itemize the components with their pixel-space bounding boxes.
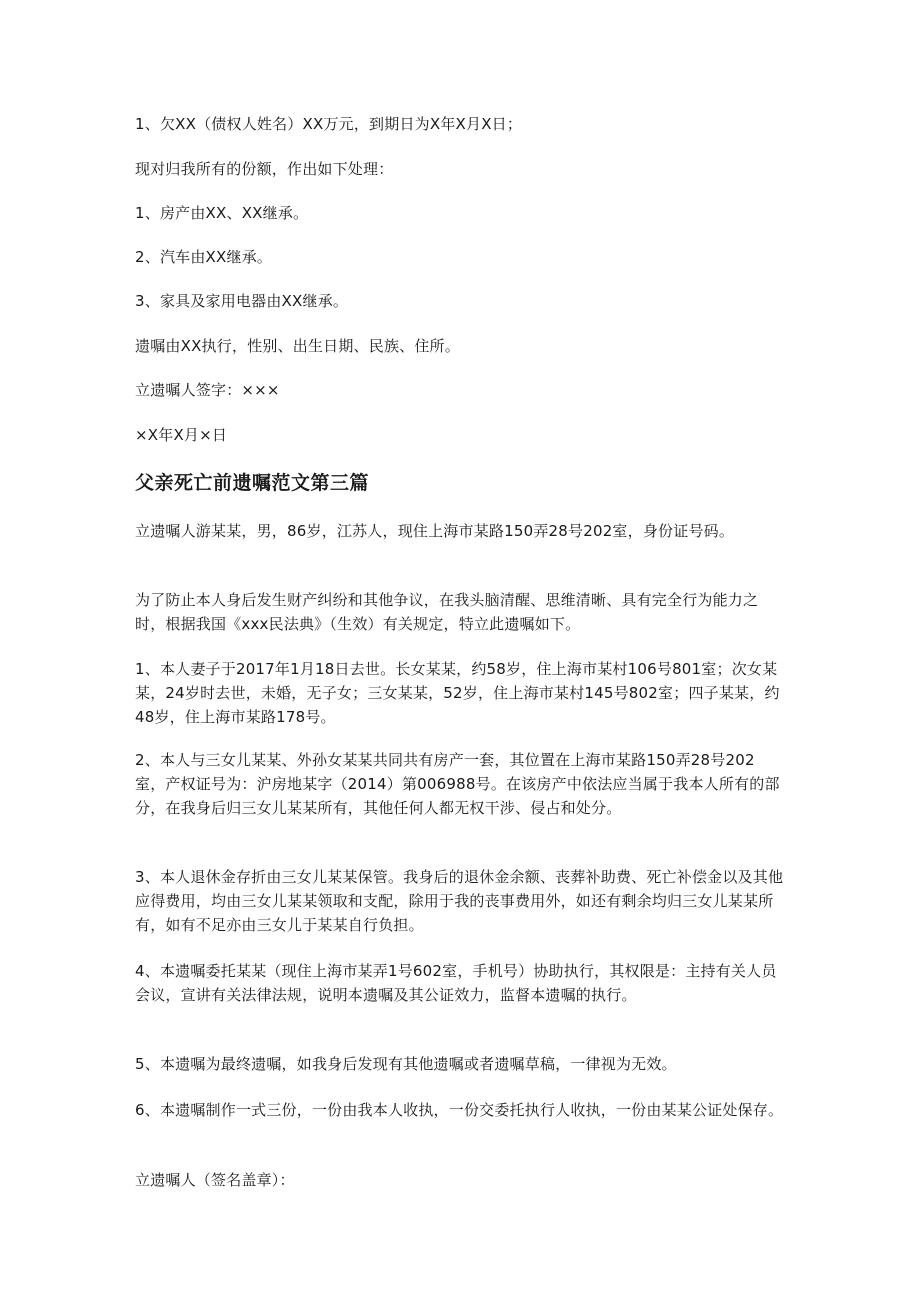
paragraph-signature-seal: 立遗嘱人（签名盖章）： xyxy=(135,1171,295,1189)
paragraph-item-5: 5、本遗嘱为最终遗嘱，如我身后发现有其他遗嘱或者遗嘱草稿，一律视为无效。 xyxy=(135,1055,677,1073)
paragraph-signature: 立遗嘱人签字：××× xyxy=(135,381,280,399)
section-heading: 父亲死亡前遗嘱范文第三篇 xyxy=(135,472,370,494)
paragraph-item-1: 1、本人妻子于2017年1月18日去世。长女某某，约58岁，住上海市某村106号801室；次女某某，24岁时去世，未婚，无子女；三女某某，52岁，住上海市某村145号802室；四子某某，约48岁，住上海市某路178号。 xyxy=(135,660,780,726)
paragraph-item-4: 4、本遗嘱委托某某（现住上海市某弄1号602室，手机号）协助执行，其权限是：主持有关人员会议，宣讲有关法律法规，说明本遗嘱及其公证效力，监督本遗嘱的执行。 xyxy=(135,962,777,1004)
paragraph-executor: 遗嘱由XX执行，性别、出生日期、民族、住所。 xyxy=(135,337,460,355)
paragraph-item-2: 2、本人与三女儿某某、外孙女某某共同共有房产一套，其位置在上海市某路150弄28号202室，产权证号为：沪房地某字（2014）第006988号。在该房产中依法应当属于我本人所有的部分，在我身后归三女儿某某所有，其他任何人都无权干涉、侵占和处分。 xyxy=(135,751,780,817)
paragraph-item-6: 6、本遗嘱制作一式三份，一份由我本人收执，一份交委托执行人收执，一份由某某公证处保存。 xyxy=(135,1101,784,1119)
paragraph-furniture: 3、家具及家用电器由XX继承。 xyxy=(135,292,349,310)
paragraph-car: 2、汽车由XX继承。 xyxy=(135,248,273,266)
paragraph-purpose: 为了防止本人身后发生财产纠纷和其他争议，在我头脑清醒、思维清晰、具有完全行为能力之时，根据我国《xxx民法典》（生效）有关规定，特立此遗嘱如下。 xyxy=(135,591,759,633)
paragraph-date: ×X年X月×日 xyxy=(135,426,228,444)
paragraph-house: 1、房产由XX、XX继承。 xyxy=(135,204,309,222)
paragraph-testator-info: 立遗嘱人游某某，男，86岁，江苏人，现住上海市某路150弄28号202室，身份证号码。 xyxy=(135,522,735,540)
paragraph-disposition-intro: 现对归我所有的份额，作出如下处理： xyxy=(135,160,394,178)
paragraph-debt: 1、欠XX（债权人姓名）XX万元，到期日为X年X月X日； xyxy=(135,115,523,133)
paragraph-item-3: 3、本人退休金存折由三女儿某某保管。我身后的退休金余额、丧葬补助费、死亡补偿金以及其他应得费用，均由三女儿某某领取和支配，除用于我的丧事费用外，如还有剩余均归三女儿某某所有，如有不足亦由三女儿于某某自行负担。 xyxy=(135,868,784,934)
